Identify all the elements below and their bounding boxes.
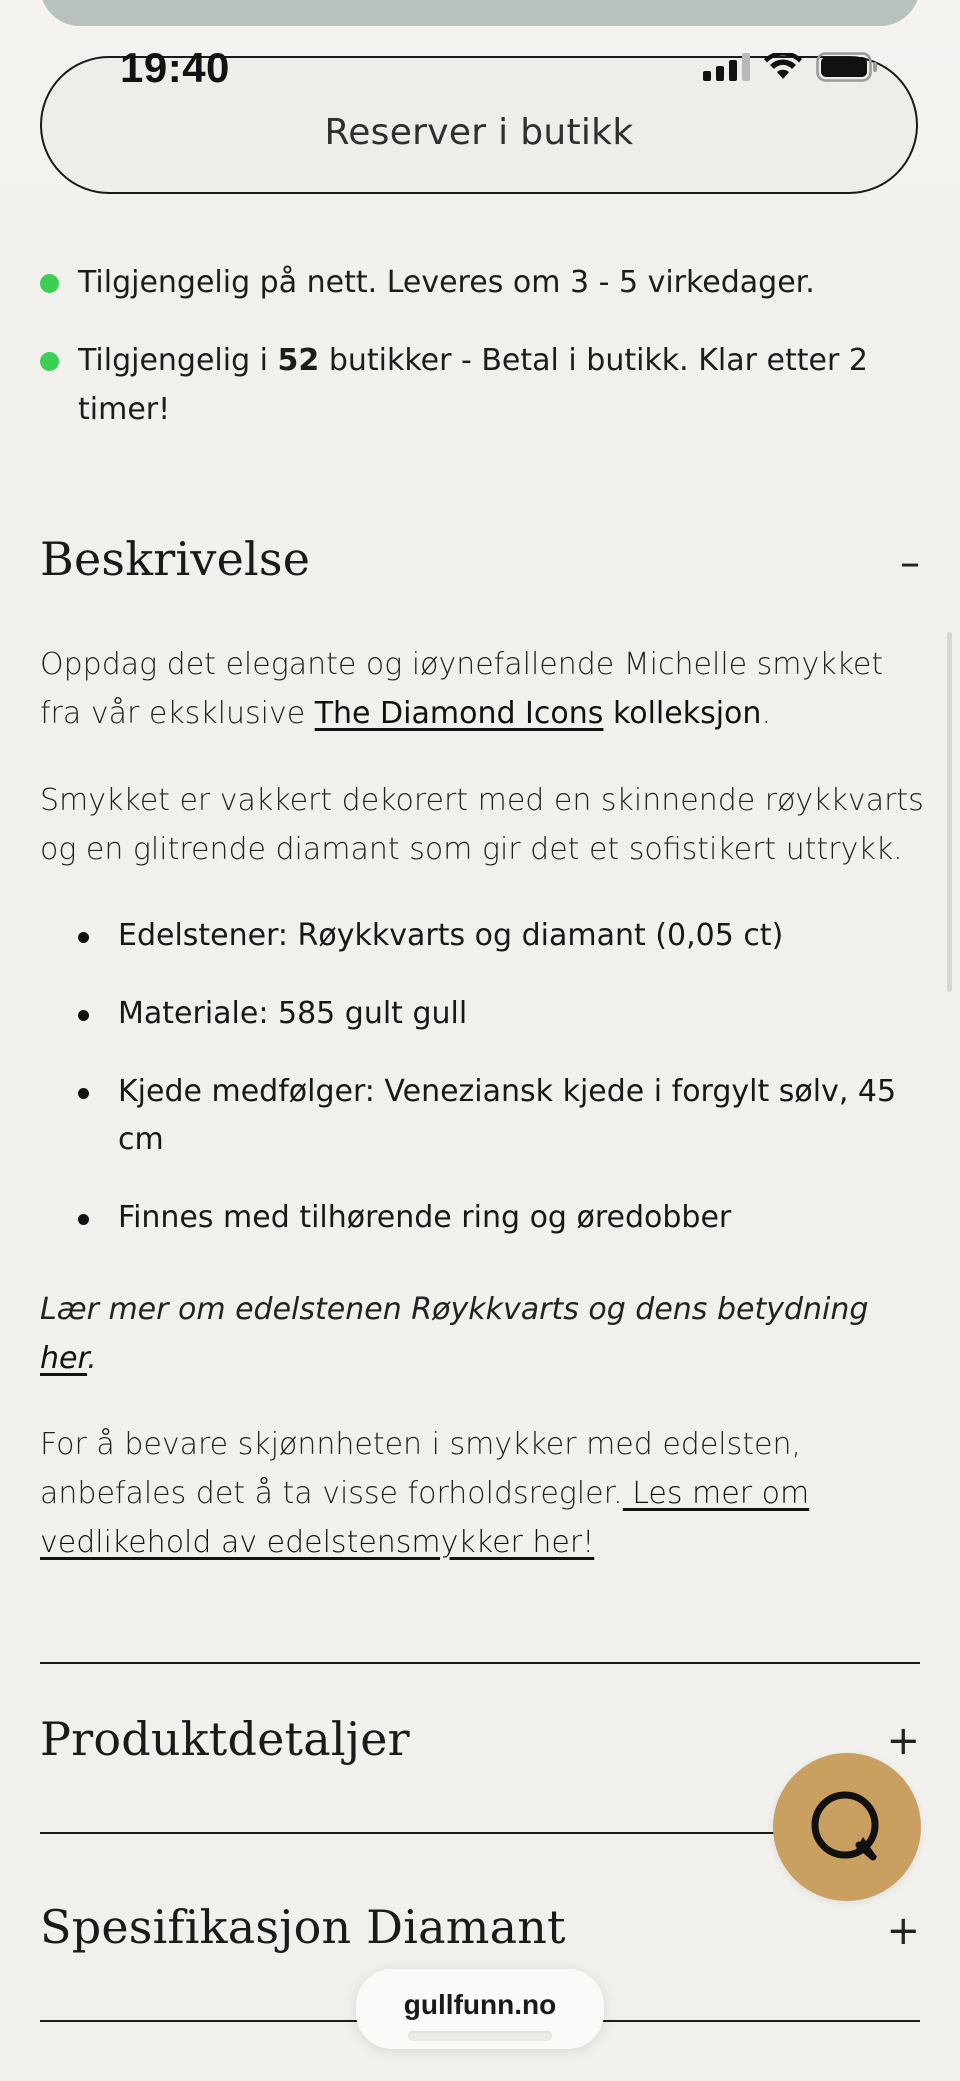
availability-stores <box>40 336 920 434</box>
description-intro <box>40 640 930 738</box>
wifi-icon <box>764 53 802 81</box>
status-dot-icon <box>40 274 59 293</box>
care-link[interactable]: Les mer om vedlikehold av edelstensmykker her! <box>40 1476 810 1560</box>
battery-icon <box>816 52 878 82</box>
list-item: Finnes med tilhørende ring og øredobber <box>118 1194 918 1242</box>
section-title-description[interactable]: Beskrivelse <box>40 532 311 586</box>
store-count: 52 <box>277 343 320 378</box>
status-bar <box>0 44 960 100</box>
list-item: Materiale: 585 gult gull <box>118 990 918 1038</box>
expand-icon[interactable]: + <box>886 1908 920 1954</box>
availability-stores-suffix: butikker - Betal i butikk. Klar etter 2 timer! <box>78 343 868 427</box>
status-time: 19:40 <box>120 44 230 91</box>
previous-button-edge[interactable] <box>40 0 920 26</box>
divider <box>40 1662 920 1664</box>
scrollbar[interactable] <box>947 632 952 992</box>
intro-period: . <box>761 696 771 731</box>
section-title-diamond-spec[interactable]: Spesifikasjon Diamant <box>40 1900 566 1954</box>
collection-link[interactable]: The Diamond Icons <box>314 696 604 731</box>
availability-stores-prefix: Tilgjengelig i <box>78 343 278 378</box>
care-info <box>40 1420 930 1567</box>
availability-stores-text <box>78 336 898 434</box>
url-text: gullfunn.no <box>403 1989 557 2020</box>
reserve-in-store-button[interactable]: Reserver i butikk <box>40 56 918 194</box>
feature-list <box>118 912 918 1272</box>
list-item: Kjede medfølger: Veneziansk kjede i forgylt sølv, 45 cm <box>118 1068 918 1164</box>
care-text: For å bevare skjønnheten i smykker med edelsten, anbefales det å ta visse forholdsregler. <box>40 1427 802 1511</box>
gemstone-learn-more <box>40 1285 930 1383</box>
collapse-icon[interactable]: – <box>900 540 920 586</box>
browser-address-bar[interactable] <box>356 1969 604 2049</box>
signal-icon <box>703 53 750 81</box>
gemstone-learn-text: Lær mer om edelstenen Røykkvarts og dens betydning <box>40 1292 869 1327</box>
section-title-product-details[interactable]: Produktdetaljer <box>40 1712 410 1766</box>
home-indicator <box>408 2031 552 2041</box>
availability-online-text: Tilgjengelig på nett. Leveres om 3 - 5 virkedager. <box>78 265 815 300</box>
learn-period: . <box>87 1341 97 1376</box>
availability-online <box>40 258 920 307</box>
chat-bubble-icon <box>805 1785 889 1869</box>
status-icons <box>703 52 878 82</box>
gemstone-link[interactable]: her <box>40 1341 88 1376</box>
description-decor: Smykket er vakkert dekorert med en skinnende røykkvarts og en glitrende diamant som gir det et sofistikert uttrykk. <box>40 783 924 867</box>
list-item: Edelstener: Røykkvarts og diamant (0,05 ct) <box>118 912 918 960</box>
description-intro-text: Oppdag det elegante og iøynefallende Michelle smykket fra vår eksklusive <box>40 647 884 731</box>
status-dot-icon <box>40 352 59 371</box>
collection-word: kolleksjon <box>612 696 762 731</box>
chat-button[interactable] <box>773 1753 921 1901</box>
expand-icon[interactable]: + <box>886 1718 920 1764</box>
